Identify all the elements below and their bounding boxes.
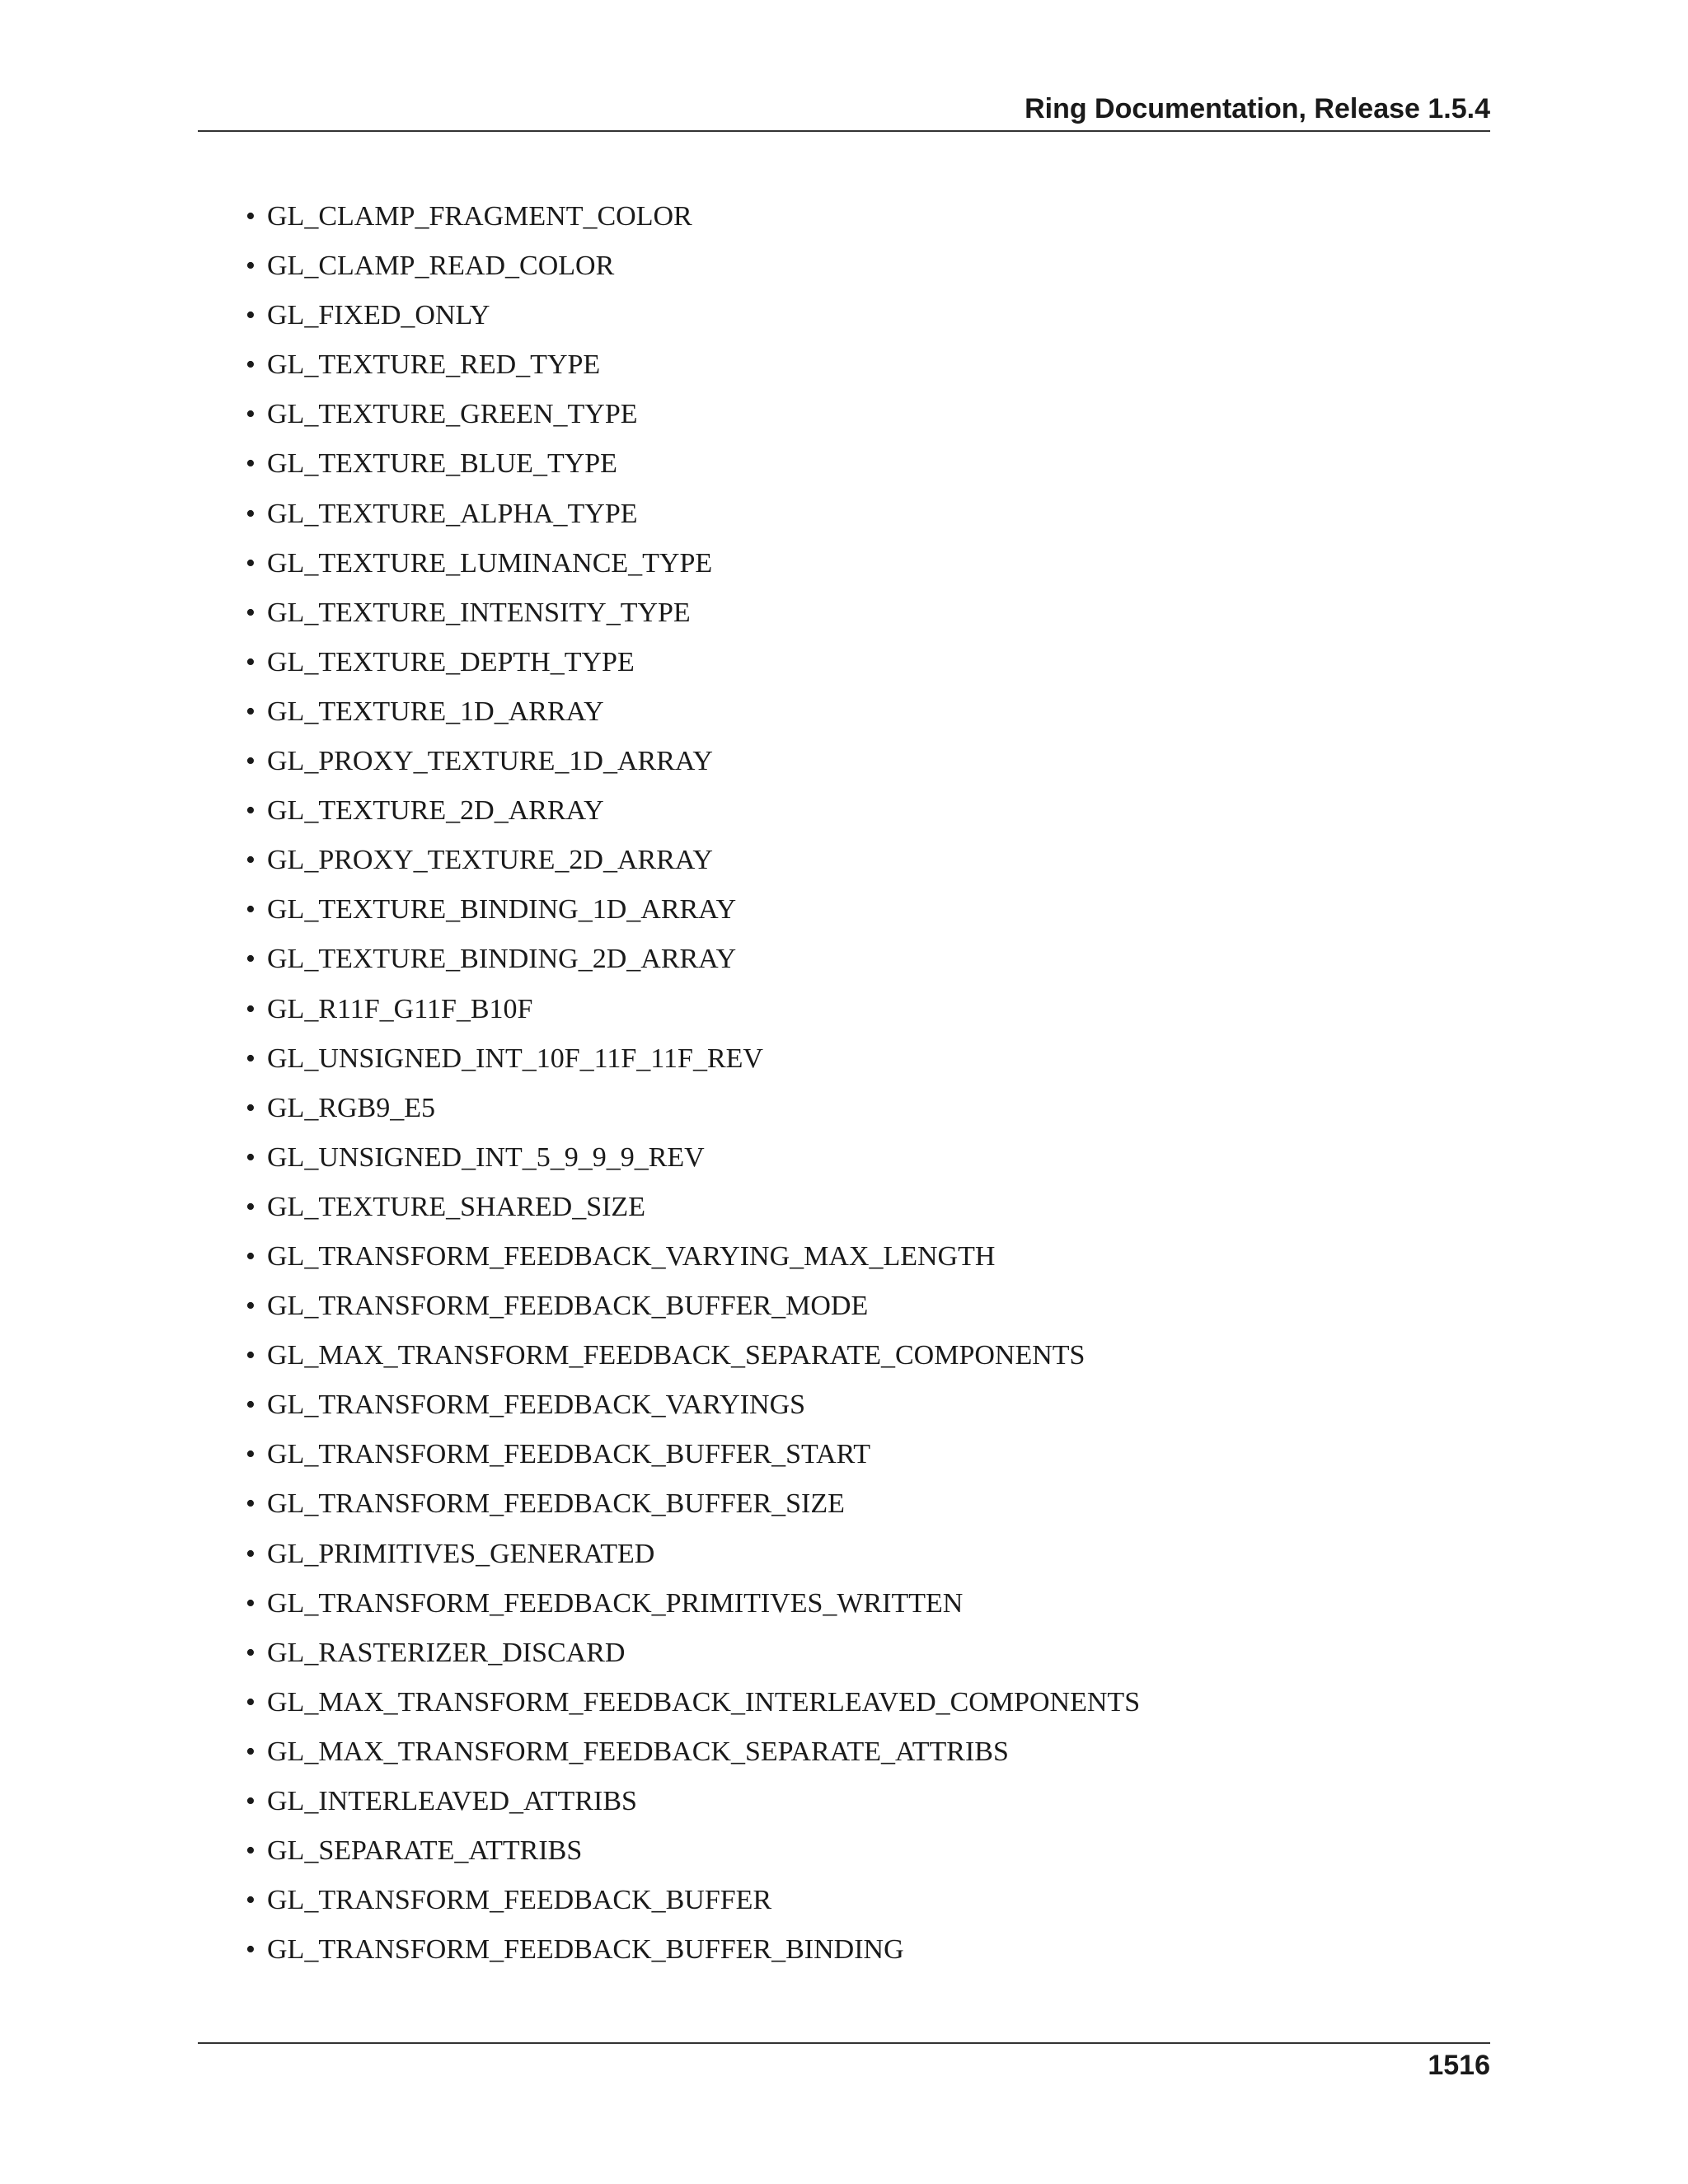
list-item — [246, 690, 1140, 739]
page-number: 1516 — [1428, 2050, 1490, 2081]
list-item-text: GL_TEXTURE_ALPHA_TYPE — [267, 498, 638, 529]
list-item — [246, 1680, 1140, 1730]
bullet-icon: • — [246, 251, 256, 282]
list-item — [246, 1383, 1140, 1432]
constant-list — [246, 194, 1140, 1977]
bullet-icon: • — [246, 1736, 256, 1767]
bullet-icon: • — [246, 1488, 256, 1520]
list-item-text: GL_TRANSFORM_FEEDBACK_BUFFER_BINDING — [267, 1934, 904, 1966]
list-item-text: GL_UNSIGNED_INT_5_9_9_9_REV — [267, 1141, 705, 1173]
list-item — [246, 987, 1140, 1037]
bullet-icon: • — [246, 993, 256, 1024]
bullet-icon: • — [246, 1340, 256, 1371]
list-item — [246, 293, 1140, 343]
list-item-text: GL_CLAMP_READ_COLOR — [267, 251, 615, 282]
bullet-icon: • — [246, 1191, 256, 1222]
list-item-text: GL_TRANSFORM_FEEDBACK_BUFFER — [267, 1885, 772, 1916]
list-item — [246, 1532, 1140, 1582]
page-header-title: Ring Documentation, Release 1.5.4 — [1025, 93, 1490, 124]
list-item — [246, 541, 1140, 591]
list-item — [246, 1037, 1140, 1086]
bullet-icon: • — [246, 1885, 256, 1916]
bullet-icon: • — [246, 1835, 256, 1867]
list-item-text: GL_TEXTURE_LUMINANCE_TYPE — [267, 547, 713, 579]
list-item — [246, 1928, 1140, 1977]
bullet-icon: • — [246, 1786, 256, 1816]
list-item-text: GL_R11F_G11F_B10F — [267, 993, 533, 1024]
list-item — [246, 1582, 1140, 1631]
bullet-icon: • — [246, 795, 256, 827]
list-item-text: GL_MAX_TRANSFORM_FEEDBACK_SEPARATE_ATTRIBS — [267, 1736, 1009, 1767]
bullet-icon: • — [246, 944, 256, 975]
bullet-icon: • — [246, 696, 256, 727]
list-item-text: GL_TEXTURE_INTENSITY_TYPE — [267, 597, 691, 628]
list-item-text: GL_TRANSFORM_FEEDBACK_BUFFER_START — [267, 1439, 871, 1470]
list-item-text: GL_INTERLEAVED_ATTRIBS — [267, 1786, 637, 1816]
list-item-text: GL_SEPARATE_ATTRIBS — [267, 1835, 583, 1867]
list-item — [246, 838, 1140, 888]
list-item — [246, 591, 1140, 640]
bullet-icon: • — [246, 746, 256, 777]
footer-rule — [198, 2042, 1490, 2044]
list-item-text: GL_TEXTURE_2D_ARRAY — [267, 795, 604, 827]
list-item — [246, 1482, 1140, 1531]
list-item — [246, 244, 1140, 293]
bullet-icon: • — [246, 1538, 256, 1569]
bullet-icon: • — [246, 1240, 256, 1272]
bullet-icon: • — [246, 448, 256, 480]
bullet-icon: • — [246, 845, 256, 876]
list-item — [246, 640, 1140, 690]
bullet-icon: • — [246, 1439, 256, 1470]
bullet-icon: • — [246, 349, 256, 381]
bullet-icon: • — [246, 1043, 256, 1074]
bullet-icon: • — [246, 646, 256, 677]
list-item — [246, 1878, 1140, 1928]
list-item — [246, 1333, 1140, 1383]
list-item-text: GL_TRANSFORM_FEEDBACK_BUFFER_SIZE — [267, 1488, 845, 1520]
bullet-icon: • — [246, 1637, 256, 1668]
list-item — [246, 442, 1140, 491]
list-item-text: GL_TRANSFORM_FEEDBACK_VARYING_MAX_LENGTH — [267, 1240, 996, 1272]
list-item — [246, 1136, 1140, 1185]
list-item-text: GL_TEXTURE_1D_ARRAY — [267, 696, 604, 727]
list-item — [246, 492, 1140, 541]
list-item-text: GL_UNSIGNED_INT_10F_11F_11F_REV — [267, 1043, 763, 1074]
list-item — [246, 1185, 1140, 1235]
list-item-text: GL_TEXTURE_BINDING_1D_ARRAY — [267, 894, 737, 926]
list-item-text: GL_PROXY_TEXTURE_2D_ARRAY — [267, 845, 713, 876]
list-item-text: GL_FIXED_ONLY — [267, 300, 490, 331]
list-item-text: GL_RGB9_E5 — [267, 1092, 435, 1123]
list-item-text: GL_TRANSFORM_FEEDBACK_PRIMITIVES_WRITTEN — [267, 1587, 964, 1619]
list-item — [246, 937, 1140, 987]
bullet-icon: • — [246, 894, 256, 926]
header-rule — [198, 130, 1490, 132]
list-item-text: GL_RASTERIZER_DISCARD — [267, 1637, 626, 1668]
bullet-icon: • — [246, 1291, 256, 1322]
bullet-icon: • — [246, 1092, 256, 1123]
bullet-icon: • — [246, 201, 256, 232]
bullet-icon: • — [246, 1686, 256, 1718]
list-item — [246, 1086, 1140, 1136]
list-item — [246, 1631, 1140, 1680]
list-item — [246, 1730, 1140, 1779]
list-item-text: GL_TRANSFORM_FEEDBACK_VARYINGS — [267, 1390, 806, 1421]
list-item — [246, 789, 1140, 838]
list-item-text: GL_CLAMP_FRAGMENT_COLOR — [267, 201, 692, 232]
list-item-text: GL_TEXTURE_SHARED_SIZE — [267, 1191, 645, 1222]
list-item — [246, 739, 1140, 789]
list-item — [246, 392, 1140, 442]
list-item — [246, 343, 1140, 392]
list-item — [246, 1829, 1140, 1878]
bullet-icon: • — [246, 597, 256, 628]
bullet-icon: • — [246, 1587, 256, 1619]
list-item — [246, 888, 1140, 937]
list-item — [246, 1432, 1140, 1482]
bullet-icon: • — [246, 1141, 256, 1173]
list-item — [246, 1284, 1140, 1333]
bullet-icon: • — [246, 1390, 256, 1421]
bullet-icon: • — [246, 498, 256, 529]
list-item-text: GL_TEXTURE_DEPTH_TYPE — [267, 646, 635, 677]
list-item-text: GL_TEXTURE_BINDING_2D_ARRAY — [267, 944, 737, 975]
list-item — [246, 194, 1140, 244]
list-item-text: GL_MAX_TRANSFORM_FEEDBACK_SEPARATE_COMPONENTS — [267, 1340, 1085, 1371]
list-item — [246, 1235, 1140, 1284]
bullet-icon: • — [246, 399, 256, 430]
list-item-text: GL_TEXTURE_GREEN_TYPE — [267, 399, 638, 430]
list-item-text: GL_TRANSFORM_FEEDBACK_BUFFER_MODE — [267, 1291, 869, 1322]
list-item — [246, 1779, 1140, 1829]
bullet-icon: • — [246, 547, 256, 579]
list-item-text: GL_TEXTURE_BLUE_TYPE — [267, 448, 617, 480]
bullet-icon: • — [246, 300, 256, 331]
bullet-icon: • — [246, 1934, 256, 1966]
list-item-text: GL_PRIMITIVES_GENERATED — [267, 1538, 655, 1569]
list-item-text: GL_PROXY_TEXTURE_1D_ARRAY — [267, 746, 713, 777]
list-item-text: GL_MAX_TRANSFORM_FEEDBACK_INTERLEAVED_COMPONENTS — [267, 1686, 1141, 1718]
list-item-text: GL_TEXTURE_RED_TYPE — [267, 349, 601, 381]
